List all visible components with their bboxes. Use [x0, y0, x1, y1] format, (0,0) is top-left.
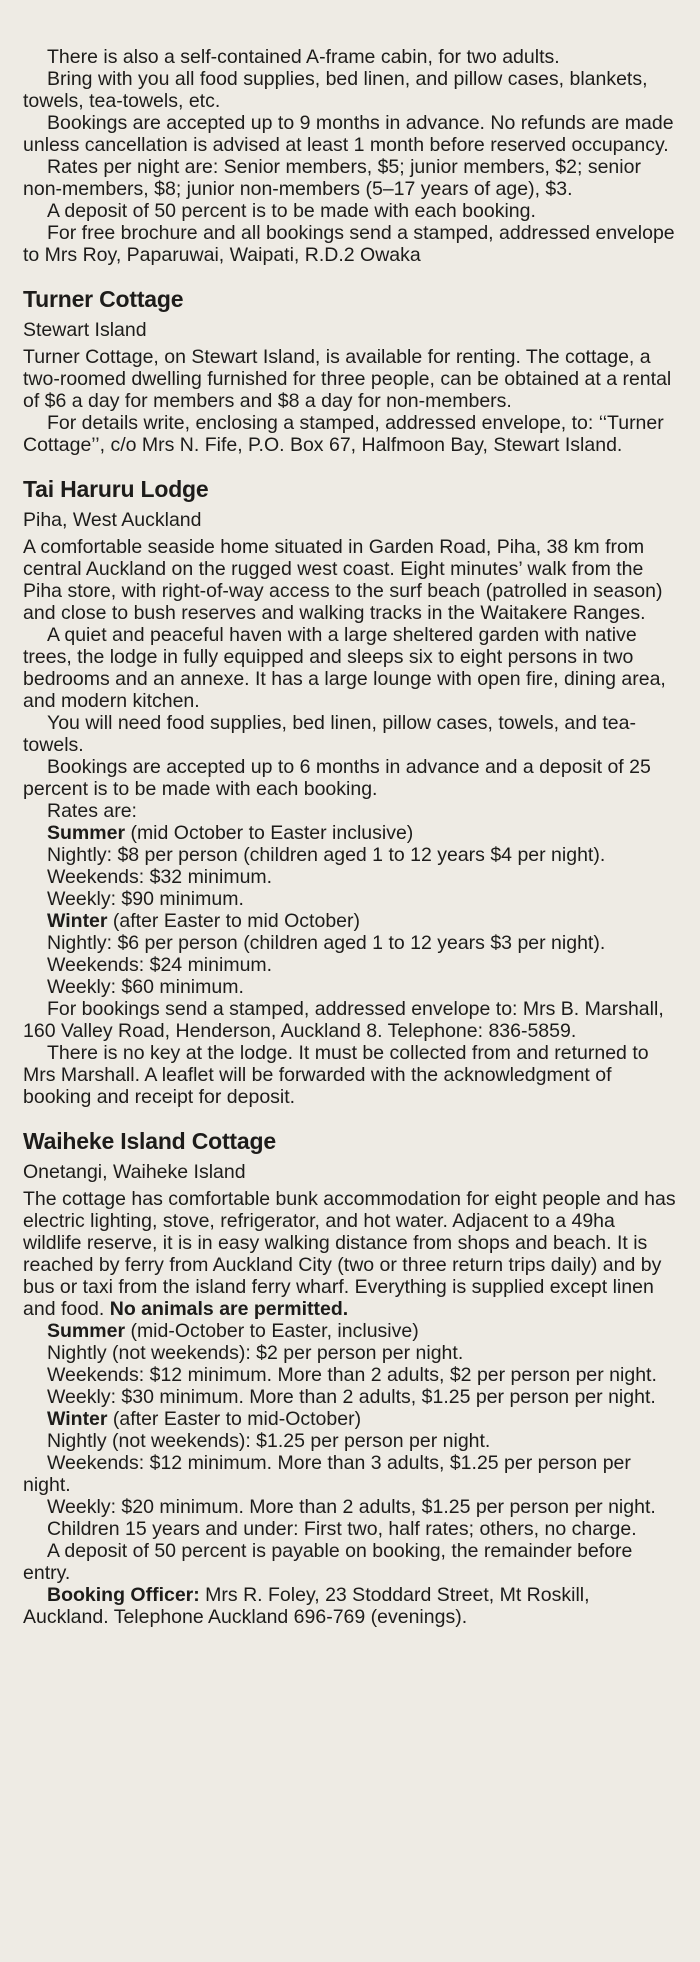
paragraph-text: The cottage has comfortable bunk accommodation for eight people and has electric lighting, stove, refrigerator, and hot water. Adjacent to a 49ha wildlife reserve, it is in easy walking distance from shops and beach. It is reached by ferry from Auckland City (two or three return trips daily) and by bus or taxi from the island ferry wharf. Everything is supplied except linen and food.: [23, 1188, 676, 1320]
rate-line: Weekly: $30 minimum. More than 2 adults, $1.25 per person per night.: [47, 1386, 656, 1408]
season-label: Summer: [47, 1320, 126, 1342]
section-location: Stewart Island: [23, 319, 147, 341]
paragraph: Turner Cottage, on Stewart Island, is available for renting. The cottage, a two-roomed dwelling furnished for three people, can be obtained at a rental of $6 a day for members and $8 a day for non-members.: [23, 346, 672, 412]
booking-officer: [23, 1584, 678, 1628]
paragraph: A deposit of 50 percent is payable on booking, the remainder before entry.: [23, 1540, 633, 1584]
rate-line: Weekends: $32 minimum.: [47, 866, 273, 888]
paragraph: Rates are:: [47, 800, 137, 822]
paragraph: A comfortable seaside home situated in Garden Road, Piha, 38 km from central Auckland on the rugged west coast. Eight minutes’ walk from the Piha store, with right-of-way access to the surf beach (patrolled in season) and close to bush reserves and walking tracks in the Waitakere Ranges.: [23, 536, 663, 624]
season-label: Winter: [47, 910, 108, 932]
season-note: (after Easter to mid-October): [107, 1408, 362, 1430]
paragraph: For details write, enclosing a stamped, addressed envelope, to: ‘‘Turner Cottage’’, c/o Mrs N. Fife, P.O. Box 67, Halfmoon Bay, Stewart Island.: [23, 412, 664, 456]
season-note: (mid October to Easter inclusive): [125, 822, 414, 844]
rate-line: Nightly (not weekends): $2 per person per night.: [47, 1342, 464, 1364]
section-title: Waiheke Island Cottage: [23, 1128, 276, 1154]
rate-line: Weekly: $60 minimum.: [47, 976, 244, 998]
rate-season-winter: [23, 1408, 678, 1430]
section-location: Onetangi, Waiheke Island: [23, 1161, 246, 1183]
waiheke-island-cottage-section: [23, 1128, 678, 1628]
rate-season-summer: [23, 822, 678, 844]
paragraph: A deposit of 50 percent is to be made with each booking.: [47, 200, 536, 222]
tai-haruru-lodge-section: [23, 476, 678, 1108]
booking-officer-text: Mrs R. Foley, 23 Stoddard Street, Mt Roskill, Auckland. Telephone Auckland 696-769 (evenings).: [23, 1584, 590, 1628]
section-title: Tai Haruru Lodge: [23, 476, 209, 502]
paragraph: Rates per night are: Senior members, $5; junior members, $2; senior non-members, $8; junior non-members (5–17 years of age), $3.: [23, 156, 641, 200]
paragraph: Bookings are accepted up to 6 months in advance and a deposit of 25 percent is to be made with each booking.: [23, 756, 651, 800]
rate-line: Nightly: $6 per person (children aged 1 to 12 years $3 per night).: [47, 932, 606, 954]
paragraph: There is no key at the lodge. It must be collected from and returned to Mrs Marshall. A leaflet will be forwarded with the acknowledgment of booking and receipt for deposit.: [23, 1042, 649, 1108]
rate-line: Weekly: $90 minimum.: [47, 888, 244, 910]
rate-line: Weekly: $20 minimum. More than 2 adults, $1.25 per person per night.: [47, 1496, 656, 1518]
turner-cottage-section: [23, 286, 678, 456]
rate-line: Weekends: $12 minimum. More than 2 adults, $2 per person per night.: [47, 1364, 657, 1386]
rate-line: Nightly: $8 per person (children aged 1 to 12 years $4 per night).: [47, 844, 606, 866]
season-label: Winter: [47, 1408, 108, 1430]
section-location: Piha, West Auckland: [23, 509, 202, 531]
section-title: Turner Cottage: [23, 286, 184, 312]
paragraph: You will need food supplies, bed linen, pillow cases, towels, and tea-towels.: [23, 712, 636, 756]
rate-line: Weekends: $12 minimum. More than 3 adults, $1.25 per person per night.: [23, 1452, 631, 1496]
paragraph: [23, 1188, 678, 1320]
no-animals-notice: No animals are permitted.: [109, 1298, 349, 1320]
intro-section: [23, 46, 678, 266]
booking-officer-label: Booking Officer:: [47, 1584, 200, 1606]
rate-line: Nightly (not weekends): $1.25 per person per night.: [47, 1430, 491, 1452]
season-label: Summer: [47, 822, 126, 844]
rate-season-summer: [23, 1320, 678, 1342]
paragraph: There is also a self-contained A-frame cabin, for two adults.: [47, 46, 560, 68]
paragraph: For bookings send a stamped, addressed envelope to: Mrs B. Marshall, 160 Valley Road, Henderson, Auckland 8. Telephone: 836-5859.: [23, 998, 664, 1042]
paragraph: Children 15 years and under: First two, half rates; others, no charge.: [47, 1518, 637, 1540]
paragraph: Bring with you all food supplies, bed linen, and pillow cases, blankets, towels, tea-towels, etc.: [23, 68, 648, 112]
paragraph: Bookings are accepted up to 9 months in advance. No refunds are made unless cancellation is advised at least 1 month before reserved occupancy.: [23, 112, 674, 156]
season-note: (after Easter to mid October): [107, 910, 361, 932]
rate-season-winter: [23, 910, 678, 932]
paragraph: A quiet and peaceful haven with a large sheltered garden with native trees, the lodge in fully equipped and sleeps six to eight persons in two bedrooms and an annexe. It has a large lounge with open fire, dining area, and modern kitchen.: [23, 624, 666, 712]
paragraph: For free brochure and all bookings send a stamped, addressed envelope to Mrs Roy, Paparuwai, Waipati, R.D.2 Owaka: [23, 222, 675, 266]
rate-line: Weekends: $24 minimum.: [47, 954, 273, 976]
season-note: (mid-October to Easter, inclusive): [125, 1320, 419, 1342]
